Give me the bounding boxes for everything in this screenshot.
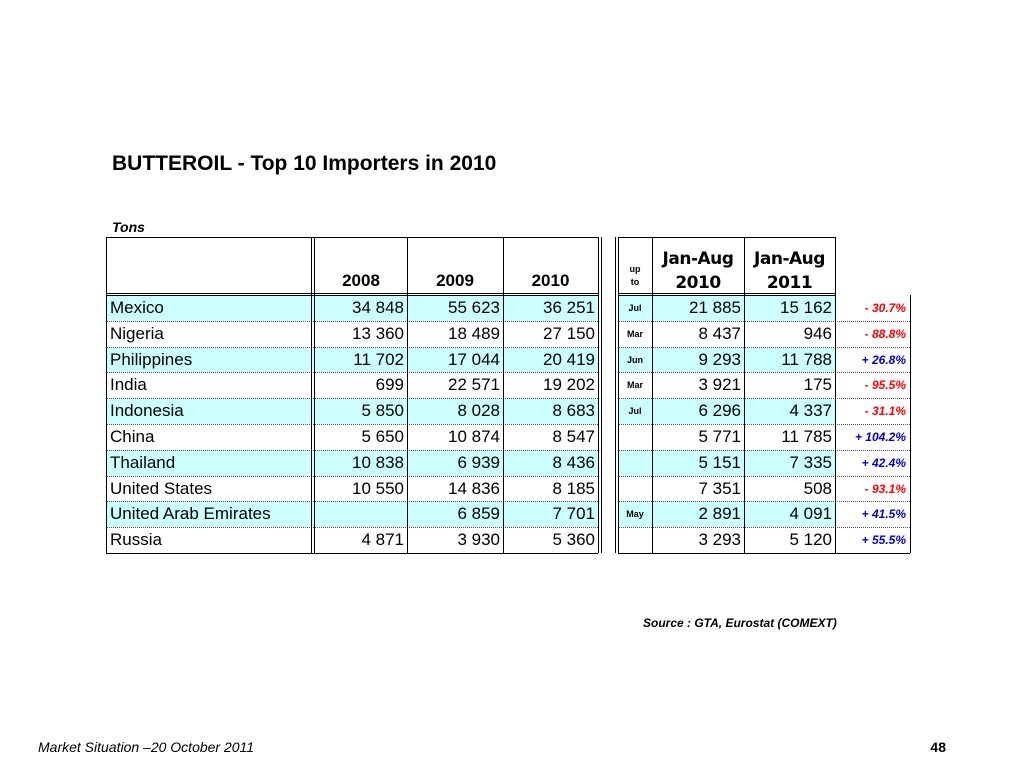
up-to-month: May <box>626 509 644 520</box>
value-cell-p2010: 9 293 <box>698 349 741 369</box>
value-cell-y2008: 5 850 <box>361 401 404 421</box>
change-percent: + 26.8% <box>861 352 906 367</box>
value-cell-y2010: 8 683 <box>552 401 595 421</box>
country-cell: China <box>110 427 155 446</box>
change-percent: + 41.5% <box>861 507 906 522</box>
header-year: 2008 <box>342 271 380 290</box>
grid-line <box>601 237 602 553</box>
value-cell-y2009: 18 489 <box>448 323 500 343</box>
value-cell-p2010: 5 771 <box>698 427 741 446</box>
grid-line <box>106 293 598 294</box>
change-percent: + 104.2% <box>854 430 906 444</box>
up-to-month: Jun <box>626 354 643 365</box>
value-cell-y2010: 8 547 <box>552 427 595 446</box>
country-cell: Thailand <box>110 452 176 472</box>
value-cell-p2011: 175 <box>803 375 832 395</box>
value-cell-p2010: 5 151 <box>698 452 741 472</box>
page-number: 48 <box>930 739 946 755</box>
value-cell-y2008: 5 650 <box>361 427 404 446</box>
page-title: BUTTEROIL - Top 10 Importers in 2010 <box>112 152 497 175</box>
grid-line <box>910 295 911 553</box>
header-to: to <box>630 277 640 287</box>
country-cell: India <box>110 375 147 395</box>
change-percent: + 42.4% <box>861 455 906 470</box>
value-cell-p2011: 11 788 <box>781 349 832 369</box>
footer-label: Market Situation –20 October 2011 <box>38 739 255 755</box>
header-year: 2009 <box>436 271 474 290</box>
value-cell-p2010: 3 921 <box>698 375 741 395</box>
value-cell-y2009: 14 836 <box>448 478 500 498</box>
value-cell-y2010: 19 202 <box>543 375 595 395</box>
value-cell-y2010: 7 701 <box>552 504 595 524</box>
up-to-month: Jul <box>628 406 642 417</box>
change-percent: + 55.5% <box>861 533 906 548</box>
country-cell: Indonesia <box>110 401 184 421</box>
value-cell-p2010: 6 296 <box>698 401 741 421</box>
change-percent: - 88.8% <box>864 326 906 341</box>
value-cell-p2011: 5 120 <box>789 530 832 550</box>
value-cell-y2008: 11 702 <box>353 349 404 369</box>
value-cell-p2011: 4 337 <box>789 401 832 421</box>
value-cell-y2009: 6 939 <box>457 452 500 472</box>
grid-line <box>615 237 616 553</box>
header-period1-year: 2010 <box>675 273 721 293</box>
value-cell-y2009: 17 044 <box>448 349 500 369</box>
value-cell-y2008: 13 360 <box>352 323 404 343</box>
country-cell: Russia <box>110 530 162 550</box>
up-to-month: Mar <box>626 380 643 391</box>
value-cell-p2010: 21 885 <box>689 298 741 317</box>
value-cell-p2011: 4 091 <box>789 504 832 524</box>
value-cell-y2010: 36 251 <box>543 298 595 317</box>
value-cell-p2010: 8 437 <box>698 323 741 343</box>
grid-line <box>618 237 835 238</box>
value-cell-y2009: 3 930 <box>457 530 500 550</box>
change-percent: - 30.7% <box>864 301 906 315</box>
country-cell: Nigeria <box>110 323 164 343</box>
value-cell-y2009: 6 859 <box>457 504 500 524</box>
value-cell-y2010: 20 419 <box>543 349 595 369</box>
value-cell-p2010: 7 351 <box>698 478 741 498</box>
country-cell: United Arab Emirates <box>110 504 271 524</box>
value-cell-y2010: 8 185 <box>552 478 595 498</box>
value-cell-p2010: 2 891 <box>698 504 741 524</box>
value-cell-p2011: 11 785 <box>781 427 832 446</box>
value-cell-p2011: 15 162 <box>780 298 832 317</box>
up-to-month: Jul <box>628 303 642 313</box>
header-period2-year: 2011 <box>766 273 813 293</box>
grid-line <box>106 237 598 238</box>
value-cell-y2008: 34 848 <box>352 298 404 317</box>
up-to-month: Mar <box>626 328 643 339</box>
value-cell-y2009: 8 028 <box>457 401 500 421</box>
value-cell-y2009: 22 571 <box>448 375 500 395</box>
value-cell-y2008: 699 <box>375 375 404 395</box>
source-note: Source : GTA, Eurostat (COMEXT) <box>643 616 837 630</box>
header-period2-label: Jan-Aug <box>754 249 825 269</box>
value-cell-y2010: 8 436 <box>552 452 595 472</box>
header-year: 2010 <box>531 271 570 290</box>
value-cell-p2011: 7 335 <box>789 452 832 472</box>
country-cell: Mexico <box>110 298 164 317</box>
value-cell-y2010: 27 150 <box>543 323 595 343</box>
value-cell-p2010: 3 293 <box>698 530 741 550</box>
country-cell: Philippines <box>110 349 193 369</box>
grid-line <box>618 293 835 294</box>
value-cell-y2008: 4 871 <box>361 530 404 550</box>
grid-line <box>598 237 599 553</box>
change-percent: - 95.5% <box>864 378 906 393</box>
unit-label: Tons <box>112 219 145 235</box>
value-cell-y2008: 10 838 <box>352 452 404 472</box>
value-cell-y2008: 10 550 <box>352 478 404 498</box>
importers-table <box>106 237 910 560</box>
header-period1-label: Jan-Aug <box>662 249 734 269</box>
country-cell: United States <box>110 478 213 498</box>
value-cell-y2010: 5 360 <box>552 530 595 550</box>
value-cell-y2009: 10 874 <box>448 427 500 446</box>
change-percent: - 31.1% <box>864 404 906 419</box>
value-cell-p2011: 946 <box>803 323 832 343</box>
change-percent: - 93.1% <box>864 481 906 496</box>
grid-line <box>106 237 107 553</box>
value-cell-y2009: 55 623 <box>448 298 500 317</box>
value-cell-p2011: 508 <box>803 478 832 498</box>
header-up: up <box>629 264 641 274</box>
